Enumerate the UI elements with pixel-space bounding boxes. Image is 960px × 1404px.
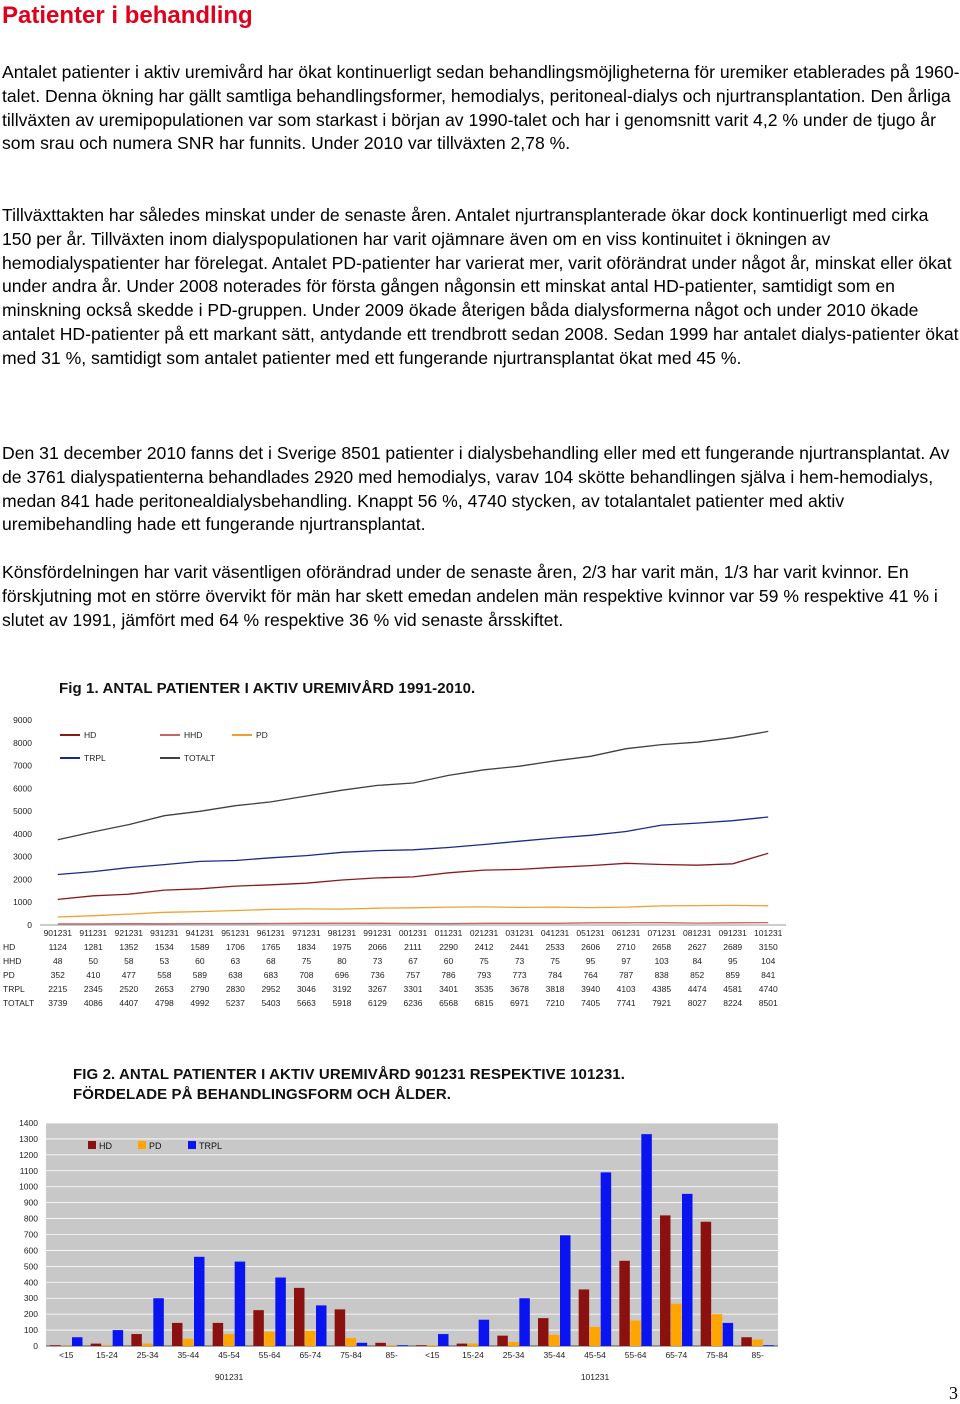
bar-trpl [641,1134,652,1346]
bar-hd [741,1337,752,1346]
bar-pd [102,1345,113,1346]
x-tick-label: 961231 [256,928,286,938]
bar-trpl [357,1343,368,1346]
y-tick-label: 1400 [19,1118,38,1128]
x-tick-label: 051231 [576,928,605,938]
table-cell: 84 [692,956,702,966]
legend-label-hhd: HHD [184,730,203,740]
table-cell: 708 [299,970,314,980]
x-tick-label: 021231 [469,928,499,938]
table-cell: 764 [583,970,598,980]
table-cell: 2066 [368,942,387,952]
table-cell: 2290 [439,942,458,952]
bar-pd [671,1304,682,1346]
table-row-label: HHD [3,956,22,966]
table-cell: 2111 [404,942,422,952]
table-cell: 2653 [154,984,174,994]
table-cell: 104 [761,956,776,966]
table-cell: 4385 [652,984,672,994]
y-tick-label: 400 [23,1277,38,1288]
table-cell: 68 [266,956,276,966]
table-cell: 696 [334,970,350,980]
y-tick-label: 5000 [13,806,32,817]
table-cell: 53 [159,956,170,966]
table-cell: 3150 [758,942,778,952]
bar-trpl [601,1172,612,1346]
table-row-label: PD [3,970,15,980]
table-cell: 2345 [83,984,103,994]
table-cell: 3046 [296,984,316,994]
table-cell: 2658 [652,942,672,952]
table-cell: 6971 [510,998,530,1008]
table-cell: 8501 [758,998,778,1008]
x-tick-label: 25-34 [136,1350,159,1360]
paragraph-4: Könsfördelningen har varit väsentligen oförändrad under de senaste åren, 2/3 har varit män, 1/3 har varit kvinnor. En förskjutning mot en större övervikt för män har skett emedan andelen män respektive kvinnor var 59 % respektive 41 % i slutet av 1991, jämfört med 64 % respektive 36 % vid senaste årsskiftet. [2,562,938,630]
table-row-label: HD [3,942,16,952]
table-cell: 1281 [83,942,103,952]
table-cell: 60 [195,956,205,966]
bar-trpl [316,1305,327,1346]
y-tick-label: 9000 [13,715,32,725]
x-tick-label: 15-24 [96,1350,118,1360]
legend-swatch-trpl [188,1141,196,1149]
y-tick-label: 600 [23,1245,38,1256]
table-cell: 638 [228,970,243,980]
bar-pd [549,1335,560,1346]
bar-pd [752,1340,763,1346]
y-tick-label: 1000 [19,1181,38,1192]
table-cell: 1765 [261,942,281,952]
table-cell: 4798 [154,998,174,1008]
table-cell: 1124 [48,942,67,952]
table-cell: 1589 [190,942,210,952]
table-cell: 97 [621,956,631,966]
legend-label-pd: PD [149,1141,162,1151]
bar-hd [457,1344,468,1346]
bar-hd [660,1215,671,1346]
table-cell: 736 [370,970,385,980]
table-cell: 3401 [439,984,458,994]
table-cell: 2441 [510,942,530,952]
table-cell: 3940 [581,984,601,994]
table-cell: 75 [479,956,489,966]
table-cell: 7405 [581,998,601,1008]
y-tick-label: 800 [23,1213,38,1224]
paragraph-3: Den 31 december 2010 fanns det i Sverige 8501 patienter i dialysbehandling eller med ett fungerande njurtransplantat. Av de 3761 dialyspatienterna behandlades 2920 med hemodialys, varav 104 skötte behandlingen själva i hem-hemodialys, medan 841 hade peritonealdialysbehandling. Knappt 56 %, 4740 stycken, av totalantalet patienter med aktiv uremibehandling hade ett fungerande njurtransplantat. [2,443,950,535]
bar-pd [346,1338,357,1346]
bar-hd [294,1288,305,1346]
table-cell: 2627 [687,942,707,952]
table-cell: 48 [53,956,63,966]
bar-pd [142,1344,153,1346]
figure-1-title: Fig 1. ANTAL PATIENTER I AKTIV UREMIVÅRD 1991-2010. [59,680,476,697]
bar-pd [712,1314,723,1346]
table-cell: 2215 [48,984,68,994]
y-tick-label: 2000 [13,874,32,885]
table-cell: 2790 [190,984,210,994]
table-cell: 6129 [368,998,387,1008]
bar-hd [701,1222,712,1346]
y-tick-label: 1100 [19,1165,38,1176]
table-cell: 6568 [439,998,458,1008]
table-row-label: TOTALT [3,998,35,1008]
table-cell: 410 [86,970,101,980]
x-tick-label: 55-64 [624,1350,647,1360]
table-cell: 1534 [154,942,174,952]
legend-label-hd: HD [84,730,97,740]
table-cell: 75 [550,956,560,966]
bar-pd [224,1334,235,1346]
bar-trpl [763,1345,774,1346]
x-tick-label: 041231 [540,928,570,938]
table-cell: 841 [761,970,776,980]
x-tick-label: 75-84 [706,1350,728,1360]
table-cell: 2689 [723,942,743,952]
bar-hd [579,1289,590,1346]
y-tick-label: 7000 [13,760,32,771]
bar-pd [183,1339,194,1346]
table-cell: 3678 [510,984,530,994]
x-tick-label: 25-34 [502,1350,525,1360]
table-cell: 4086 [83,998,103,1008]
x-tick-label: 85- [751,1350,764,1360]
table-cell: 4407 [119,998,139,1008]
table-cell: 103 [654,956,669,966]
table-cell: 852 [690,970,705,980]
table-cell: 683 [263,970,278,980]
x-tick-label: 901231 [43,928,72,938]
x-tick-label: 981231 [327,928,357,938]
paragraph-2: Tillväxttakten har således minskat under de senaste åren. Antalet njurtransplanterade ökar dock kontinuerligt med cirka 150 per år. Tillväxten inom dialyspopulationen har varit ojämnare även om en viss kontinuitet i ökningen av hemodialyspatienter har förelegat. Antalet PD-patienter har varierat mer, varit oförändrat under något år, minskat eller ökat under andra år. Under 2008 noterades för första gången någonsin ett minskat antal HD-patienter, samtidigt som en minskning också skedde i PD-gruppen. Under 2009 ökade återigen båda dialysformerna något och under 2010 ökade antalet HD-patienter på ett markant sätt, antydande ett trendbrott sedan 2008. Sedan 1999 har antalet dialys-patienter ökat med 31 %, samtidigt som antalet patienter med ett fungerande njurtransplantat ökat med 45 %. [2,205,959,368]
x-tick-label: 991231 [363,928,392,938]
bar-trpl [194,1257,205,1346]
legend-swatch-hd [88,1141,96,1149]
bar-trpl [519,1298,530,1346]
bar-pd [427,1345,438,1346]
table-cell: 3301 [403,984,423,994]
x-tick-label: 061231 [611,928,641,938]
table-cell: 859 [725,970,740,980]
table-cell: 58 [124,956,134,966]
legend-label-trpl: TRPL [199,1141,223,1151]
bar-trpl [438,1334,449,1346]
legend-swatch-pd [138,1141,146,1149]
table-cell: 3192 [332,984,352,994]
page-number: 3 [949,1383,958,1403]
bar-hd [619,1261,630,1346]
table-row-label: TRPL [3,984,25,994]
table-cell: 50 [88,956,99,966]
group-label: 901231 [214,1372,244,1382]
x-tick-label: 031231 [505,928,534,938]
table-cell: 73 [514,956,525,966]
y-tick-label: 700 [23,1229,38,1240]
x-tick-label: 101231 [754,928,783,938]
bar-hd [213,1323,224,1346]
table-cell: 2830 [225,984,245,994]
table-cell: 2533 [545,942,565,952]
x-tick-label: 921231 [114,928,143,938]
table-cell: 793 [476,970,492,980]
bar-pd [386,1345,397,1346]
table-cell: 80 [337,956,347,966]
x-tick-label: 75-84 [340,1350,362,1360]
x-tick-label: 071231 [647,928,676,938]
bar-hd [91,1344,102,1346]
table-cell: 75 [301,956,312,966]
x-tick-label: 001231 [398,928,428,938]
x-tick-label: 15-24 [462,1350,484,1360]
bar-trpl [682,1194,693,1346]
plot-area [40,720,786,925]
bar-trpl [72,1337,83,1346]
y-tick-label: 3000 [13,851,32,862]
legend-label-totalt: TOTALT [184,753,216,763]
y-tick-label: 4000 [13,828,32,839]
table-cell: 352 [50,970,65,980]
table-cell: 73 [372,956,383,966]
y-tick-label: 200 [23,1309,38,1320]
x-tick-label: 65-74 [299,1350,322,1360]
table-cell: 477 [121,970,136,980]
table-cell: 5403 [261,998,281,1008]
table-cell: 838 [654,970,669,980]
table-cell: 1352 [119,942,139,952]
bar-hd [253,1310,263,1346]
x-tick-label: <15 [59,1350,74,1360]
table-cell: 5663 [296,998,316,1008]
bar-trpl [113,1330,124,1346]
bar-trpl [275,1278,286,1346]
table-cell: 2520 [119,984,139,994]
bar-trpl [397,1345,408,1346]
table-cell: 4992 [190,998,210,1008]
x-tick-label: 35-44 [177,1350,200,1360]
x-tick-label: 45-54 [584,1350,606,1360]
y-tick-label: 900 [23,1197,38,1208]
table-cell: 4103 [616,984,636,994]
table-cell: 4581 [723,984,743,994]
y-tick-label: 300 [23,1293,38,1304]
table-cell: 6815 [474,998,494,1008]
table-cell: 2412 [474,942,494,952]
table-cell: 5237 [225,998,245,1008]
y-tick-label: 1000 [13,897,32,908]
x-tick-label: 081231 [683,928,712,938]
bar-trpl [560,1235,571,1346]
table-cell: 1975 [332,942,352,952]
bar-hd [335,1309,346,1346]
bar-trpl [153,1298,164,1346]
bar-hd [497,1336,508,1346]
y-tick-label: 1300 [19,1133,38,1144]
y-tick-label: 100 [23,1325,38,1336]
x-tick-label: 55-64 [258,1350,281,1360]
table-cell: 773 [512,970,527,980]
table-cell: 5918 [332,998,352,1008]
x-tick-label: 35-44 [543,1350,566,1360]
page-title: Patienter i behandling [2,2,253,29]
table-cell: 4740 [758,984,778,994]
y-tick-label: 500 [23,1261,38,1272]
bar-pd [508,1342,519,1346]
x-tick-label: 951231 [221,928,250,938]
table-cell: 1834 [296,942,316,952]
table-cell: 589 [192,970,207,980]
table-cell: 2952 [261,984,281,994]
table-cell: 786 [441,970,456,980]
figure-2-bar-chart [0,1105,800,1395]
table-cell: 60 [443,956,454,966]
x-tick-label: <15 [425,1350,440,1360]
y-tick-label: 6000 [13,783,32,794]
x-tick-label: 911231 [79,928,108,938]
table-cell: 8224 [723,998,743,1008]
table-cell: 784 [548,970,563,980]
legend-label-hd: HD [99,1141,112,1151]
table-cell: 63 [230,956,241,966]
figure-2-title: FIG 2. ANTAL PATIENTER I AKTIV UREMIVÅRD 901231 RESPEKTIVE 101231. FÖRDELADE PÅ BEHANDLINGSFORM OCH ÅLDER. [73,1066,626,1103]
group-label: 101231 [580,1372,610,1382]
x-tick-label: 971231 [292,928,321,938]
y-tick-label: 8000 [13,737,32,748]
bar-pd [468,1344,479,1346]
bar-hd [375,1343,386,1346]
table-cell: 558 [157,970,172,980]
bar-pd [305,1331,316,1346]
table-cell: 67 [408,956,418,966]
table-cell: 1706 [225,942,245,952]
bar-pd [264,1332,275,1346]
figure-1-line-chart [0,700,800,1015]
table-cell: 3739 [48,998,68,1008]
bar-hd [172,1323,183,1346]
x-tick-label: 931231 [150,928,179,938]
table-cell: 7741 [616,998,636,1008]
table-cell: 787 [619,970,634,980]
table-cell: 3267 [368,984,387,994]
paragraph-1: Antalet patienter i aktiv uremivård har ökat kontinuerligt sedan behandlingsmöjligheterna för uremiker etablerades på 1960-talet. Denna ökning har gällt samtliga behandlingsformer, hemodialys, peritoneal-dialys och njurtransplantation. Den årliga tillväxten av uremipopulationen var som starkast i början av 1990-talet och har i genomsnitt varit 4,2 % under de tjugo år som srau och numera SNR har funnits. Under 2010 var tillväxten 2,78 %. [2,62,960,154]
legend-label-trpl: TRPL [84,753,106,763]
y-tick-label: 0 [33,1341,38,1351]
table-cell: 95 [585,956,596,966]
table-cell: 2606 [581,942,601,952]
bar-pd [630,1321,641,1346]
x-tick-label: 011231 [434,928,463,938]
table-cell: 4474 [687,984,707,994]
bar-trpl [723,1323,734,1346]
bar-hd [50,1345,61,1346]
table-cell: 8027 [687,998,707,1008]
table-cell: 3535 [474,984,494,994]
table-cell: 7210 [545,998,565,1008]
x-tick-label: 45-54 [218,1350,240,1360]
table-cell: 3818 [545,984,565,994]
bar-trpl [235,1262,246,1346]
bar-pd [590,1327,601,1346]
y-tick-label: 0 [27,920,32,930]
table-cell: 7921 [652,998,672,1008]
bar-trpl [479,1320,490,1346]
x-tick-label: 65-74 [665,1350,688,1360]
bar-hd [538,1318,549,1346]
x-tick-label: 091231 [718,928,747,938]
table-cell: 757 [405,970,421,980]
y-tick-label: 1200 [19,1149,38,1160]
legend-label-pd: PD [256,730,268,740]
bar-hd [131,1334,142,1346]
table-cell: 95 [727,956,738,966]
x-tick-label: 941231 [185,928,215,938]
x-tick-label: 85- [385,1350,398,1360]
table-cell: 6236 [403,998,423,1008]
table-cell: 2710 [616,942,636,952]
bar-hd [416,1345,427,1346]
